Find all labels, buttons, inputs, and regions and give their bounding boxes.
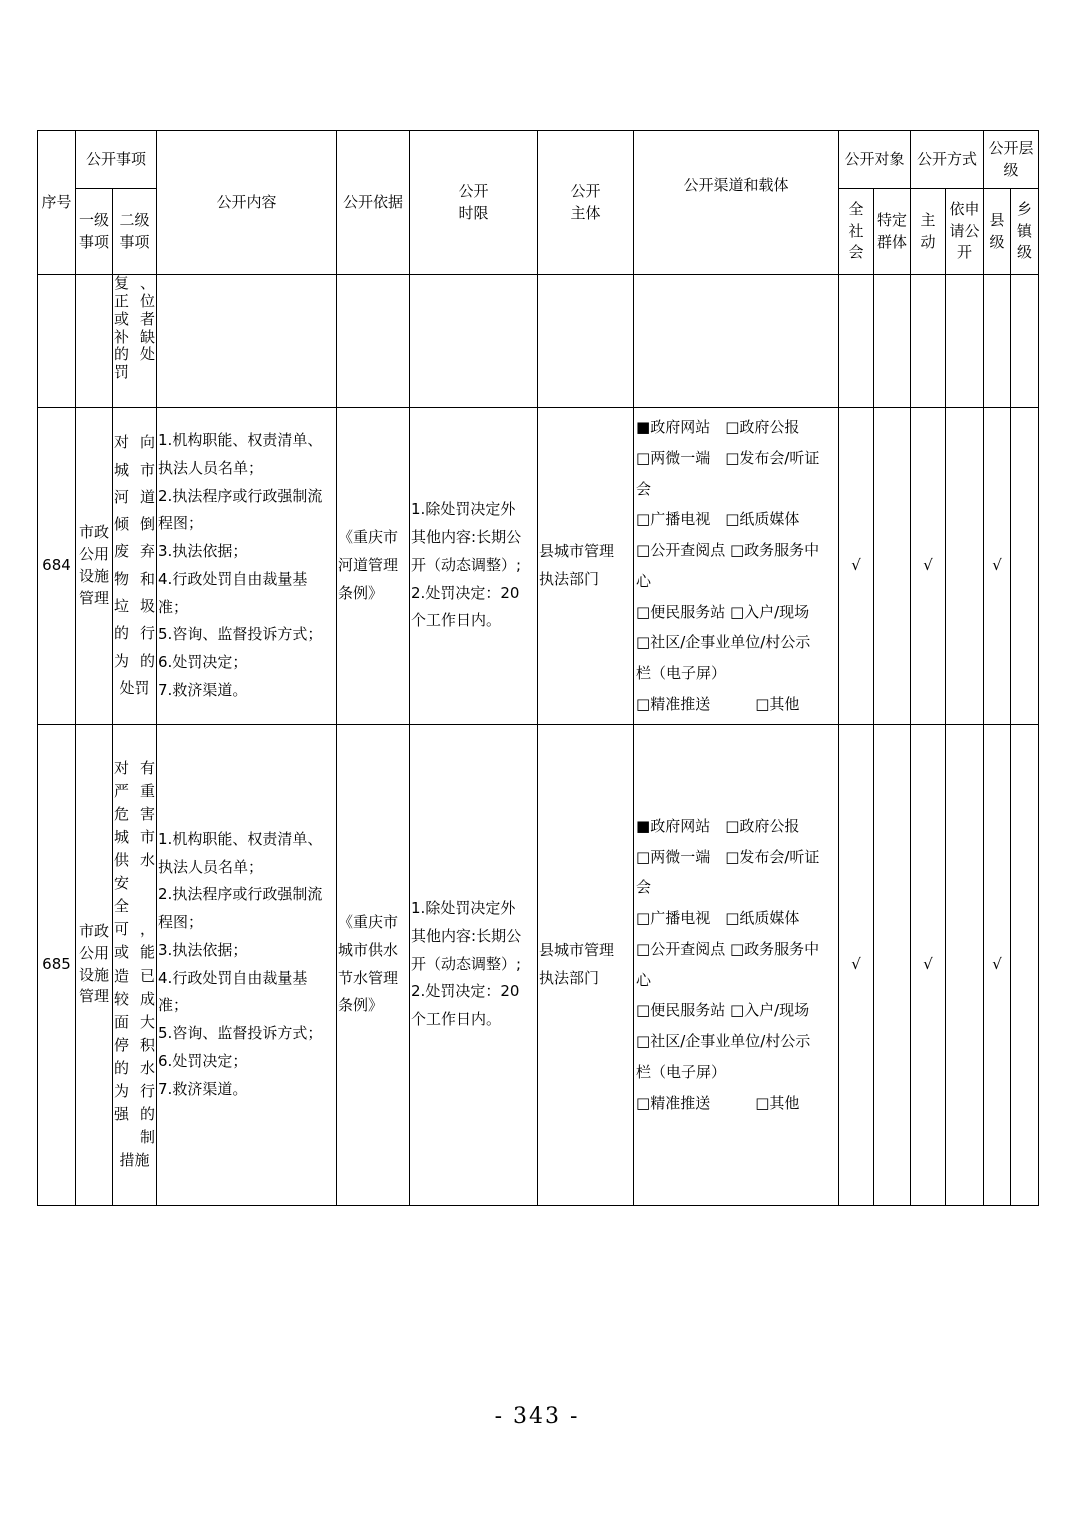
page-number: - 343 - bbox=[494, 1404, 580, 1429]
channel-line: □两微一端 □发布会/听证 bbox=[636, 847, 820, 866]
header-subject: 公开 主体 bbox=[538, 131, 634, 275]
row-level2-tail: 处罚 bbox=[119, 678, 150, 697]
row-channels bbox=[634, 724, 839, 1205]
channel-line: ■政府网站 □政府公报 bbox=[636, 816, 800, 835]
channel-line: □精准推送 □其他 bbox=[636, 694, 800, 713]
row-seq: 684 bbox=[38, 408, 76, 725]
header-level1: 一级 事项 bbox=[76, 189, 113, 275]
row-time-limit: 1.除处罚决定外 其他内容:长期公 开（动态调整）; 2.处罚决定：20 个工作日内。 bbox=[410, 724, 538, 1205]
channel-line: □便民服务站 □入户/现场 bbox=[636, 602, 810, 621]
channel-line: □精准推送 □其他 bbox=[636, 1093, 800, 1112]
row-method-request bbox=[946, 408, 984, 725]
row-subject bbox=[538, 275, 634, 408]
header-method: 公开方式 bbox=[911, 131, 984, 189]
header-content: 公开内容 bbox=[157, 131, 337, 275]
row-content: 1.机构职能、权责清单、 执法人员名单； 2.执法程序或行政强制流 程图； 3.执法依据； 4.行政处罚自由裁量基 准； 5.咨询、监督投诉方式； 6.处罚决定； 7.救济渠道。 bbox=[157, 408, 337, 725]
row-level1 bbox=[76, 275, 113, 408]
header-seq: 序号 bbox=[38, 131, 76, 275]
row-tier-county bbox=[984, 275, 1011, 408]
channel-line: □公开查阅点 □政务服务中 bbox=[636, 541, 820, 559]
row-seq: 685 bbox=[38, 724, 76, 1205]
row-target-all: √ bbox=[839, 408, 874, 725]
disclosure-table bbox=[37, 130, 1039, 1206]
header-channels: 公开渠道和载体 bbox=[634, 131, 839, 275]
row-basis: 《重庆市 河道管理 条例》 bbox=[337, 408, 410, 725]
row-level2 bbox=[113, 724, 157, 1205]
channel-line: 会 bbox=[636, 878, 652, 897]
row-tier-town bbox=[1011, 724, 1039, 1205]
row-method-active: √ bbox=[911, 408, 946, 725]
row-level1: 市政 公用 设施 管理 bbox=[76, 408, 113, 725]
row-tier-county: √ bbox=[984, 408, 1011, 725]
row-tier-county: √ bbox=[984, 724, 1011, 1205]
header-level2: 二级 事项 bbox=[113, 189, 157, 275]
row-target-all bbox=[839, 275, 874, 408]
channel-line: 会 bbox=[636, 479, 652, 498]
row-method-active: √ bbox=[911, 724, 946, 1205]
table-row bbox=[38, 408, 1039, 725]
row-method-request bbox=[946, 724, 984, 1205]
row-level2-left: 对 城 河 倾 废 物 垃 的 为 bbox=[114, 433, 130, 670]
row-tier-town bbox=[1011, 408, 1039, 725]
row-level1: 市政 公用 设施 管理 bbox=[76, 724, 113, 1205]
row-subject: 县城市管理 执法部门 bbox=[538, 724, 634, 1205]
channel-line: 栏（电子屏） bbox=[636, 664, 727, 682]
channel-line: □广播电视 □纸质媒体 bbox=[636, 909, 800, 927]
header-method-active: 主 动 bbox=[911, 189, 946, 275]
header-method-request: 依申 请公 开 bbox=[946, 189, 984, 275]
row-method-active bbox=[911, 275, 946, 408]
header-target-all: 全 社 会 bbox=[839, 189, 874, 275]
header-time-limit: 公开 时限 bbox=[410, 131, 538, 275]
header-target: 公开对象 bbox=[839, 131, 911, 189]
channel-line: □两微一端 □发布会/听证 bbox=[636, 448, 820, 467]
row-level2-right: 向 市 道 倒 弃 和 圾 行 的 bbox=[140, 433, 156, 670]
channel-line: □公开查阅点 □政务服务中 bbox=[636, 939, 820, 958]
table-row bbox=[38, 275, 1039, 408]
channel-line: □社区/企事业单位/村公示 bbox=[636, 1032, 811, 1050]
row-time-limit: 1.除处罚决定外 其他内容:长期公 开（动态调整）; 2.处罚决定：20 个工作日内。 bbox=[410, 408, 538, 725]
channel-line: ■政府网站 □政府公报 bbox=[636, 418, 800, 436]
row-target-special bbox=[874, 408, 911, 725]
header-tier-county: 县 级 bbox=[984, 189, 1011, 275]
row-channels bbox=[634, 408, 839, 725]
header-tier: 公开层 级 bbox=[984, 131, 1039, 189]
channel-line: 心 bbox=[636, 571, 652, 590]
table-row bbox=[38, 724, 1039, 1205]
row-basis bbox=[337, 275, 410, 408]
row-level2 bbox=[113, 408, 157, 725]
row-level2 bbox=[113, 275, 157, 408]
channel-line: 心 bbox=[636, 970, 652, 989]
row-level2-left: 复 正 或 补 的 罚 bbox=[114, 274, 130, 382]
row-method-request bbox=[946, 275, 984, 408]
channel-line: □广播电视 □纸质媒体 bbox=[636, 510, 800, 529]
row-target-special bbox=[874, 724, 911, 1205]
row-channels bbox=[634, 275, 839, 408]
channel-line: □便民服务站 □入户/现场 bbox=[636, 1001, 810, 1020]
channel-line: 栏（电子屏） bbox=[636, 1062, 727, 1081]
row-content bbox=[157, 275, 337, 408]
header-basis: 公开依据 bbox=[337, 131, 410, 275]
row-level2-left: 对 严 危 城 供 安 全 可 或 造 较 面 停 的 为 强 bbox=[114, 758, 130, 1124]
row-level2-right: 、 位 者 缺 处 bbox=[140, 274, 156, 364]
row-content: 1.机构职能、权责清单、 执法人员名单； 2.执法程序或行政强制流 程图； 3.执法依据； 4.行政处罚自由裁量基 准； 5.咨询、监督投诉方式； 6.处罚决定； 7.救济渠道。 bbox=[157, 724, 337, 1205]
row-subject: 县城市管理 执法部门 bbox=[538, 408, 634, 725]
row-time-limit bbox=[410, 275, 538, 408]
header-matter: 公开事项 bbox=[76, 131, 157, 189]
row-tier-town bbox=[1011, 275, 1039, 408]
row-level2-tail: 措施 bbox=[119, 1151, 150, 1170]
row-basis: 《重庆市 城市供水 节水管理 条例》 bbox=[337, 724, 410, 1205]
row-level2-right: 有 重 害 市 水 ， 能 已 成 大 积 水 行 的 制 bbox=[140, 758, 156, 1147]
header-tier-town: 乡 镇 级 bbox=[1011, 189, 1039, 275]
row-target-all: √ bbox=[839, 724, 874, 1205]
header-target-special: 特定 群体 bbox=[874, 189, 911, 275]
row-seq bbox=[38, 275, 76, 408]
row-target-special bbox=[874, 275, 911, 408]
channel-line: □社区/企事业单位/村公示 bbox=[636, 633, 811, 652]
